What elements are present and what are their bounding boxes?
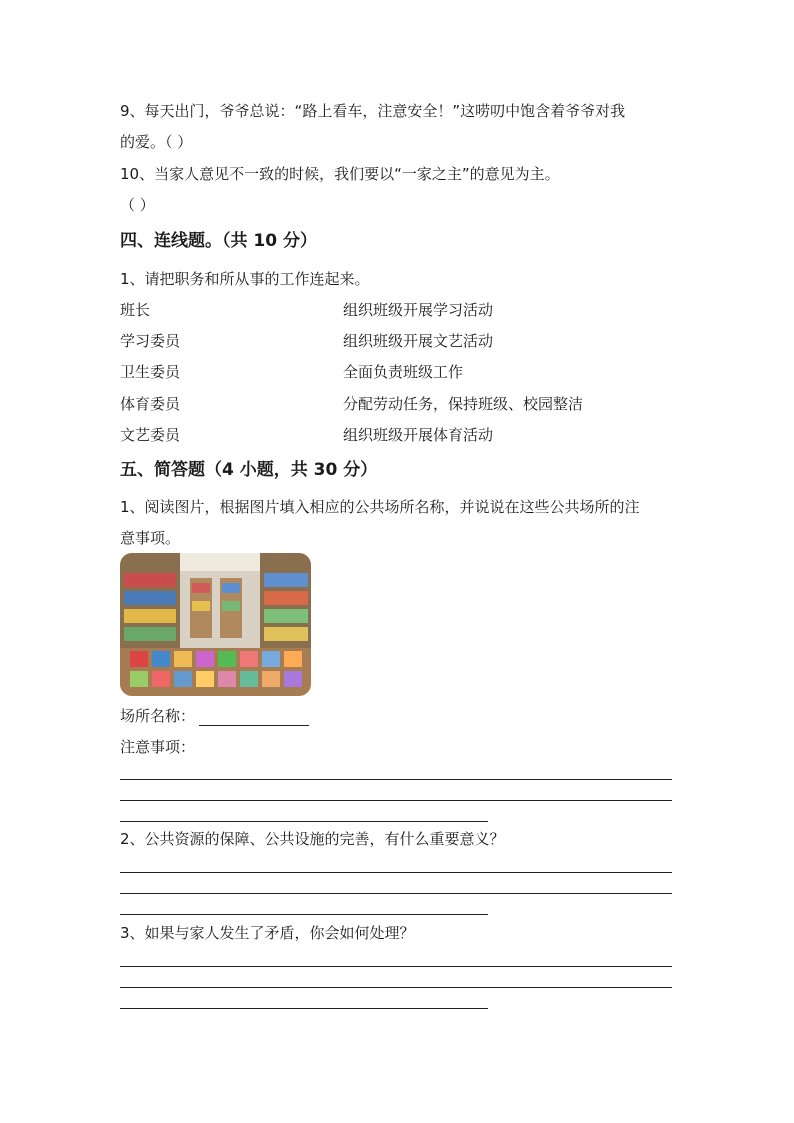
role-item: 文艺委员 bbox=[120, 426, 181, 444]
answer-line[interactable] bbox=[120, 821, 488, 822]
duty-item: 分配劳动任务，保持班级、校园整洁 bbox=[343, 395, 584, 413]
role-item: 学习委员 bbox=[120, 332, 181, 350]
role-item: 卫生委员 bbox=[120, 363, 181, 381]
question-10-line1: 10、当家人意见不一致的时候，我们要以“一家之主”的意见为主。 bbox=[120, 165, 560, 183]
role-item: 体育委员 bbox=[120, 395, 181, 413]
duty-item: 全面负责班级工作 bbox=[343, 363, 464, 381]
answer-line[interactable] bbox=[120, 966, 672, 967]
place-name-blank[interactable] bbox=[199, 709, 309, 726]
section-4-instruction: 1、请把职务和所从事的工作连起来。 bbox=[120, 270, 370, 288]
duty-item: 组织班级开展文艺活动 bbox=[343, 332, 494, 350]
section-5-heading: 五、简答题（4 小题，共 30 分） bbox=[120, 460, 378, 480]
answer-line[interactable] bbox=[120, 1008, 488, 1009]
question-3: 3、如果与家人发生了矛盾，你会如何处理？ bbox=[120, 924, 415, 942]
role-item: 班长 bbox=[120, 301, 151, 319]
bookstore-photo bbox=[120, 553, 311, 696]
duty-item: 组织班级开展学习活动 bbox=[343, 301, 494, 319]
question-10-answer-brackets: （ ） bbox=[120, 196, 155, 214]
answer-line[interactable] bbox=[120, 779, 672, 780]
question-1-line2: 意事项。 bbox=[120, 529, 181, 547]
section-4-heading: 四、连线题。（共 10 分） bbox=[120, 231, 317, 251]
answer-line[interactable] bbox=[120, 987, 672, 988]
place-name-label: 场所名称： bbox=[120, 707, 196, 725]
question-2: 2、公共资源的保障、公共设施的完善，有什么重要意义？ bbox=[120, 830, 505, 848]
notes-label: 注意事项： bbox=[120, 738, 196, 756]
answer-line[interactable] bbox=[120, 893, 672, 894]
question-9-line2: 的爱。（ ） bbox=[120, 133, 193, 151]
answer-line[interactable] bbox=[120, 800, 672, 801]
question-1-line1: 1、阅读图片，根据图片填入相应的公共场所名称，并说说在这些公共场所的注 bbox=[120, 498, 640, 516]
duty-item: 组织班级开展体育活动 bbox=[343, 426, 494, 444]
answer-line[interactable] bbox=[120, 914, 488, 915]
place-name-row bbox=[120, 706, 309, 726]
answer-line[interactable] bbox=[120, 872, 672, 873]
question-9-line1: 9、每天出门，爷爷总说：“路上看车，注意安全！”这唠叨中饱含着爷爷对我 bbox=[120, 102, 626, 120]
